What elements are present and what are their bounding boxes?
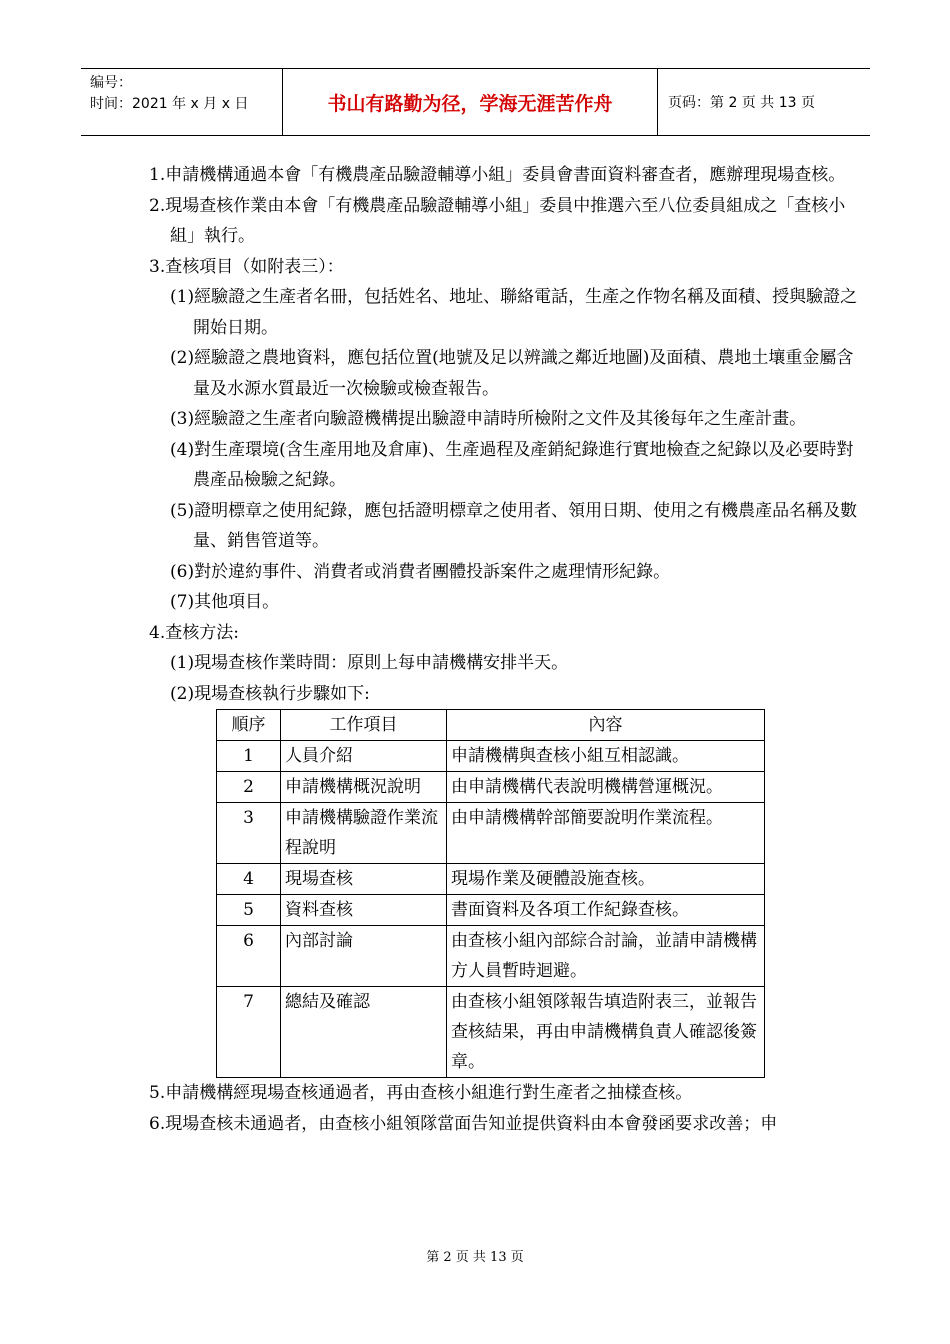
table-cell: 2 bbox=[217, 772, 281, 803]
item-3-1: (1)經驗證之生產者名冊，包括姓名、地址、聯絡電話，生產之作物名稱及面積、授與驗證之開始日期。 bbox=[170, 287, 858, 338]
document-body bbox=[149, 160, 861, 1139]
table-cell: 書面資料及各項工作紀錄查核。 bbox=[447, 895, 765, 926]
table-row bbox=[217, 772, 765, 803]
table-header: 順序 bbox=[217, 710, 281, 741]
table-row bbox=[217, 803, 765, 864]
table-header: 工作項目 bbox=[281, 710, 447, 741]
table-cell: 由查核小組內部綜合討論，並請申請機構方人員暫時迴避。 bbox=[447, 926, 765, 987]
table-row bbox=[217, 895, 765, 926]
table-cell: 4 bbox=[217, 864, 281, 895]
table-header: 內容 bbox=[447, 710, 765, 741]
document-time-label: 时间：2021 年 x 月 x 日 bbox=[90, 96, 249, 112]
steps-table bbox=[216, 709, 765, 1078]
item-3-2: (2)經驗證之農地資料，應包括位置(地號及足以辨識之鄰近地圖)及面積、農地土壤重金屬含量及水源水質最近一次檢驗或檢查報告。 bbox=[170, 348, 854, 399]
item-4: 4.查核方法: bbox=[149, 622, 239, 643]
table-cell: 由申請機構代表說明機構營運概況。 bbox=[447, 772, 765, 803]
table-cell: 現場查核 bbox=[281, 864, 447, 895]
item-3-7: (7)其他項目。 bbox=[170, 592, 280, 612]
item-3-5: (5)證明標章之使用紀錄，應包括證明標章之使用者、領用日期、使用之有機農產品名稱及數量、銷售管道等。 bbox=[170, 500, 858, 551]
table-cell: 3 bbox=[217, 803, 281, 864]
table-cell: 資料查核 bbox=[281, 895, 447, 926]
table-cell: 5 bbox=[217, 895, 281, 926]
table-cell: 申請機構與查核小組互相認識。 bbox=[447, 741, 765, 772]
table-row bbox=[217, 987, 765, 1078]
table-cell: 由查核小組領隊報告填造附表三，並報告查核結果，再由申請機構負責人確認後簽章。 bbox=[447, 987, 765, 1078]
item-3: 3.查核項目（如附表三）： bbox=[149, 256, 344, 277]
item-2: 2.現場查核作業由本會「有機農產品驗證輔導小組」委員中推選六至八位委員組成之「查核小組」執行。 bbox=[149, 195, 846, 246]
table-cell: 6 bbox=[217, 926, 281, 987]
table-cell: 申請機構概況說明 bbox=[281, 772, 447, 803]
page-footer: 第 2 页 共 13 页 bbox=[426, 1250, 524, 1265]
table-cell: 內部討論 bbox=[281, 926, 447, 987]
page-header bbox=[81, 68, 870, 136]
item-5: 5.申請機構經現場查核通過者，再由查核小組進行對生產者之抽樣查核。 bbox=[149, 1083, 693, 1103]
header-page-info: 页码：第 2 页 共 13 页 bbox=[668, 95, 815, 111]
header-motto: 书山有路勤为径，学海无涯苦作舟 bbox=[283, 69, 658, 135]
table-cell: 總結及確認 bbox=[281, 987, 447, 1078]
item-6: 6.現場查核未通過者，由查核小組領隊當面告知並提供資料由本會發函要求改善；申 bbox=[149, 1113, 778, 1134]
item-3-3: (3)經驗證之生產者向驗證機構提出驗證申請時所檢附之文件及其後每年之生產計畫。 bbox=[170, 409, 807, 429]
item-3-4: (4)對生產環境(含生產用地及倉庫)、生產過程及產銷紀錄進行實地檢查之紀錄以及必要時對農產品檢驗之紀錄。 bbox=[170, 439, 854, 490]
table-header-row bbox=[217, 710, 765, 741]
table-cell: 由申請機構幹部簡要說明作業流程。 bbox=[447, 803, 765, 864]
document-number-label: 编号： bbox=[90, 75, 132, 91]
table-row bbox=[217, 864, 765, 895]
table-cell: 申請機構驗證作業流程說明 bbox=[281, 803, 447, 864]
table-row bbox=[217, 926, 765, 987]
header-meta bbox=[81, 69, 283, 135]
table-row bbox=[217, 741, 765, 772]
table-cell: 人員介紹 bbox=[281, 741, 447, 772]
table-cell: 現場作業及硬體設施查核。 bbox=[447, 864, 765, 895]
item-4-1: (1)現場查核作業時間：原則上每申請機構安排半天。 bbox=[170, 653, 569, 673]
table-cell: 1 bbox=[217, 741, 281, 772]
item-3-6: (6)對於違約事件、消費者或消費者團體投訴案件之處理情形紀錄。 bbox=[170, 561, 671, 582]
item-4-2: (2)現場查核執行步驟如下: bbox=[170, 683, 370, 704]
item-1: 1.申請機構通過本會「有機農產品驗證輔導小組」委員會書面資料審查者，應辦理現場查核。 bbox=[149, 165, 846, 185]
table-cell: 7 bbox=[217, 987, 281, 1078]
